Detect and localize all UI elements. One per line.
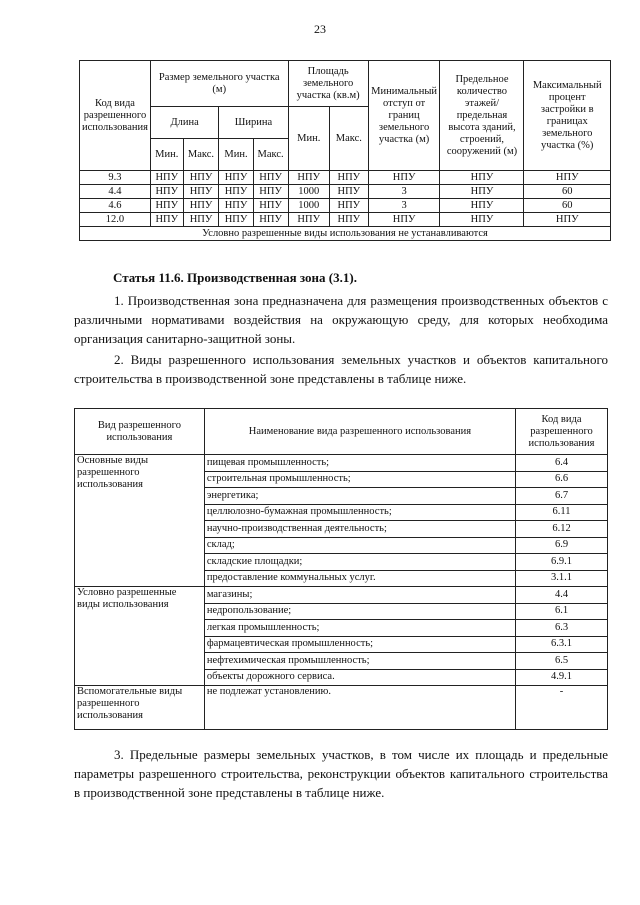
table-footer-note: Условно разрешенные виды использования не устанавливаются: [80, 227, 611, 241]
usage-name: строительная промышленность;: [204, 471, 515, 488]
table-cell: 9.3: [80, 171, 151, 185]
group-name: Вспомогательные виды разрешенного использования: [75, 686, 205, 730]
table-row: [80, 171, 611, 185]
usage-name: фармацевтическая промышленность;: [204, 636, 515, 653]
usage-code: 4.4: [516, 587, 608, 604]
usage-code: 4.9.1: [516, 669, 608, 686]
table-row: [75, 455, 608, 472]
usage-code: 6.6: [516, 471, 608, 488]
table-cell: НПУ: [440, 171, 524, 185]
header-shirina: Ширина: [219, 107, 288, 139]
table-cell: НПУ: [440, 213, 524, 227]
table-cell: НПУ: [524, 171, 611, 185]
header-ploshad-maks: Макс.: [329, 107, 368, 171]
group-name: Условно разрешенные виды использования: [75, 587, 205, 686]
paragraph-1: 1. Производственная зона предназначена для размещения производственных объектов с различными нормативами воздействия на окружающую среду, для которых необходима организация санитарно-защитной зоны.: [74, 293, 608, 346]
section-title: Статья 11.6. Производственная зона (3.1).: [113, 270, 357, 285]
usage-types-table: [74, 408, 608, 730]
usage-name: склад;: [204, 537, 515, 554]
usage-code: 6.3: [516, 620, 608, 637]
usage-name: нефтехимическая промышленность;: [204, 653, 515, 670]
usage-name: магазины;: [204, 587, 515, 604]
table-cell: НПУ: [219, 213, 253, 227]
page-number: 23: [314, 22, 326, 36]
table-cell: НПУ: [150, 185, 183, 199]
header-dlina-maks: Макс.: [183, 139, 219, 171]
header-dlina-min: Мин.: [150, 139, 183, 171]
table-cell: НПУ: [524, 213, 611, 227]
table-row: [75, 686, 608, 730]
table-cell: НПУ: [183, 171, 219, 185]
usage-code: 6.7: [516, 488, 608, 505]
table-cell: НПУ: [368, 171, 440, 185]
table-cell: НПУ: [288, 171, 329, 185]
usage-name: энергетика;: [204, 488, 515, 505]
table-cell: 4.4: [80, 185, 151, 199]
header-kod: Код вида разрешенного использования: [80, 61, 151, 171]
table-cell: 4.6: [80, 199, 151, 213]
table-cell: НПУ: [150, 171, 183, 185]
table-cell: НПУ: [329, 171, 368, 185]
usage-code: 3.1.1: [516, 570, 608, 587]
table-cell: НПУ: [440, 185, 524, 199]
header-shirina-min: Мин.: [219, 139, 253, 171]
header-ploshad-min: Мин.: [288, 107, 329, 171]
paragraph-3: 3. Предельные размеры земельных участков, в том числе их площадь и предельные параметры разрешенного строительства, реконструкции объектов капитального строительства в производственной зоне представлены в таблице ниже.: [74, 747, 608, 800]
usage-name: недропользование;: [204, 603, 515, 620]
table-cell: 1000: [288, 199, 329, 213]
header-procent: Максимальный процент застройки в границах земельного участка (%): [524, 61, 611, 171]
usage-code: 6.11: [516, 504, 608, 521]
table-cell: НПУ: [329, 199, 368, 213]
paragraph-2: 2. Виды разрешенного использования земельных участков и объектов капитального строительства в производственной зоне представлены в таблице ниже.: [74, 352, 608, 386]
table-cell: 12.0: [80, 213, 151, 227]
table-cell: НПУ: [219, 199, 253, 213]
table-cell: 1000: [288, 185, 329, 199]
header-etazh: Предельное количество этажей/ предельная высота зданий, строений, сооружений (м): [440, 61, 524, 171]
usage-code: -: [516, 686, 608, 730]
header-razmer: Размер земельного участка (м): [150, 61, 288, 107]
table-cell: НПУ: [150, 199, 183, 213]
header-ploshad: Площадь земельного участка (кв.м): [288, 61, 368, 107]
header-otstup: Минимальный отступ от границ земельного участка (м): [368, 61, 440, 171]
header-dlina: Длина: [150, 107, 218, 139]
table-row: [75, 587, 608, 604]
table-cell: НПУ: [253, 199, 288, 213]
group-name: Основные виды разрешенного использования: [75, 455, 205, 587]
table-cell: НПУ: [183, 185, 219, 199]
table-cell: НПУ: [183, 199, 219, 213]
usage-code: 6.3.1: [516, 636, 608, 653]
usage-code: 6.12: [516, 521, 608, 538]
table-row: [80, 199, 611, 213]
usage-name: научно-производственная деятельность;: [204, 521, 515, 538]
usage-code: 6.1: [516, 603, 608, 620]
header-naim: Наименование вида разрешенного использования: [204, 409, 515, 455]
table-cell: 3: [368, 199, 440, 213]
usage-name: легкая промышленность;: [204, 620, 515, 637]
header-vid: Вид разрешенного использования: [75, 409, 205, 455]
usage-name: не подлежат установлению.: [204, 686, 515, 730]
limits-table: [79, 60, 611, 241]
usage-code: 6.5: [516, 653, 608, 670]
usage-code: 6.4: [516, 455, 608, 472]
table-cell: НПУ: [253, 171, 288, 185]
table-cell: НПУ: [253, 185, 288, 199]
table-cell: НПУ: [329, 185, 368, 199]
usage-name: объекты дорожного сервиса.: [204, 669, 515, 686]
table-cell: НПУ: [219, 185, 253, 199]
table-cell: НПУ: [253, 213, 288, 227]
table-cell: 3: [368, 185, 440, 199]
usage-code: 6.9: [516, 537, 608, 554]
header-code: Код вида разрешенного использования: [516, 409, 608, 455]
table-row: [80, 185, 611, 199]
usage-name: складские площадки;: [204, 554, 515, 571]
table-cell: НПУ: [440, 199, 524, 213]
table-cell: НПУ: [368, 213, 440, 227]
table-cell: 60: [524, 185, 611, 199]
table-cell: НПУ: [219, 171, 253, 185]
table-cell: НПУ: [150, 213, 183, 227]
table-cell: НПУ: [183, 213, 219, 227]
table-cell: НПУ: [288, 213, 329, 227]
table-cell: НПУ: [329, 213, 368, 227]
usage-name: целлюлозно-бумажная промышленность;: [204, 504, 515, 521]
table-row: [80, 213, 611, 227]
usage-name: предоставление коммунальных услуг.: [204, 570, 515, 587]
header-shirina-maks: Макс.: [253, 139, 288, 171]
table-cell: 60: [524, 199, 611, 213]
usage-name: пищевая промышленность;: [204, 455, 515, 472]
usage-code: 6.9.1: [516, 554, 608, 571]
